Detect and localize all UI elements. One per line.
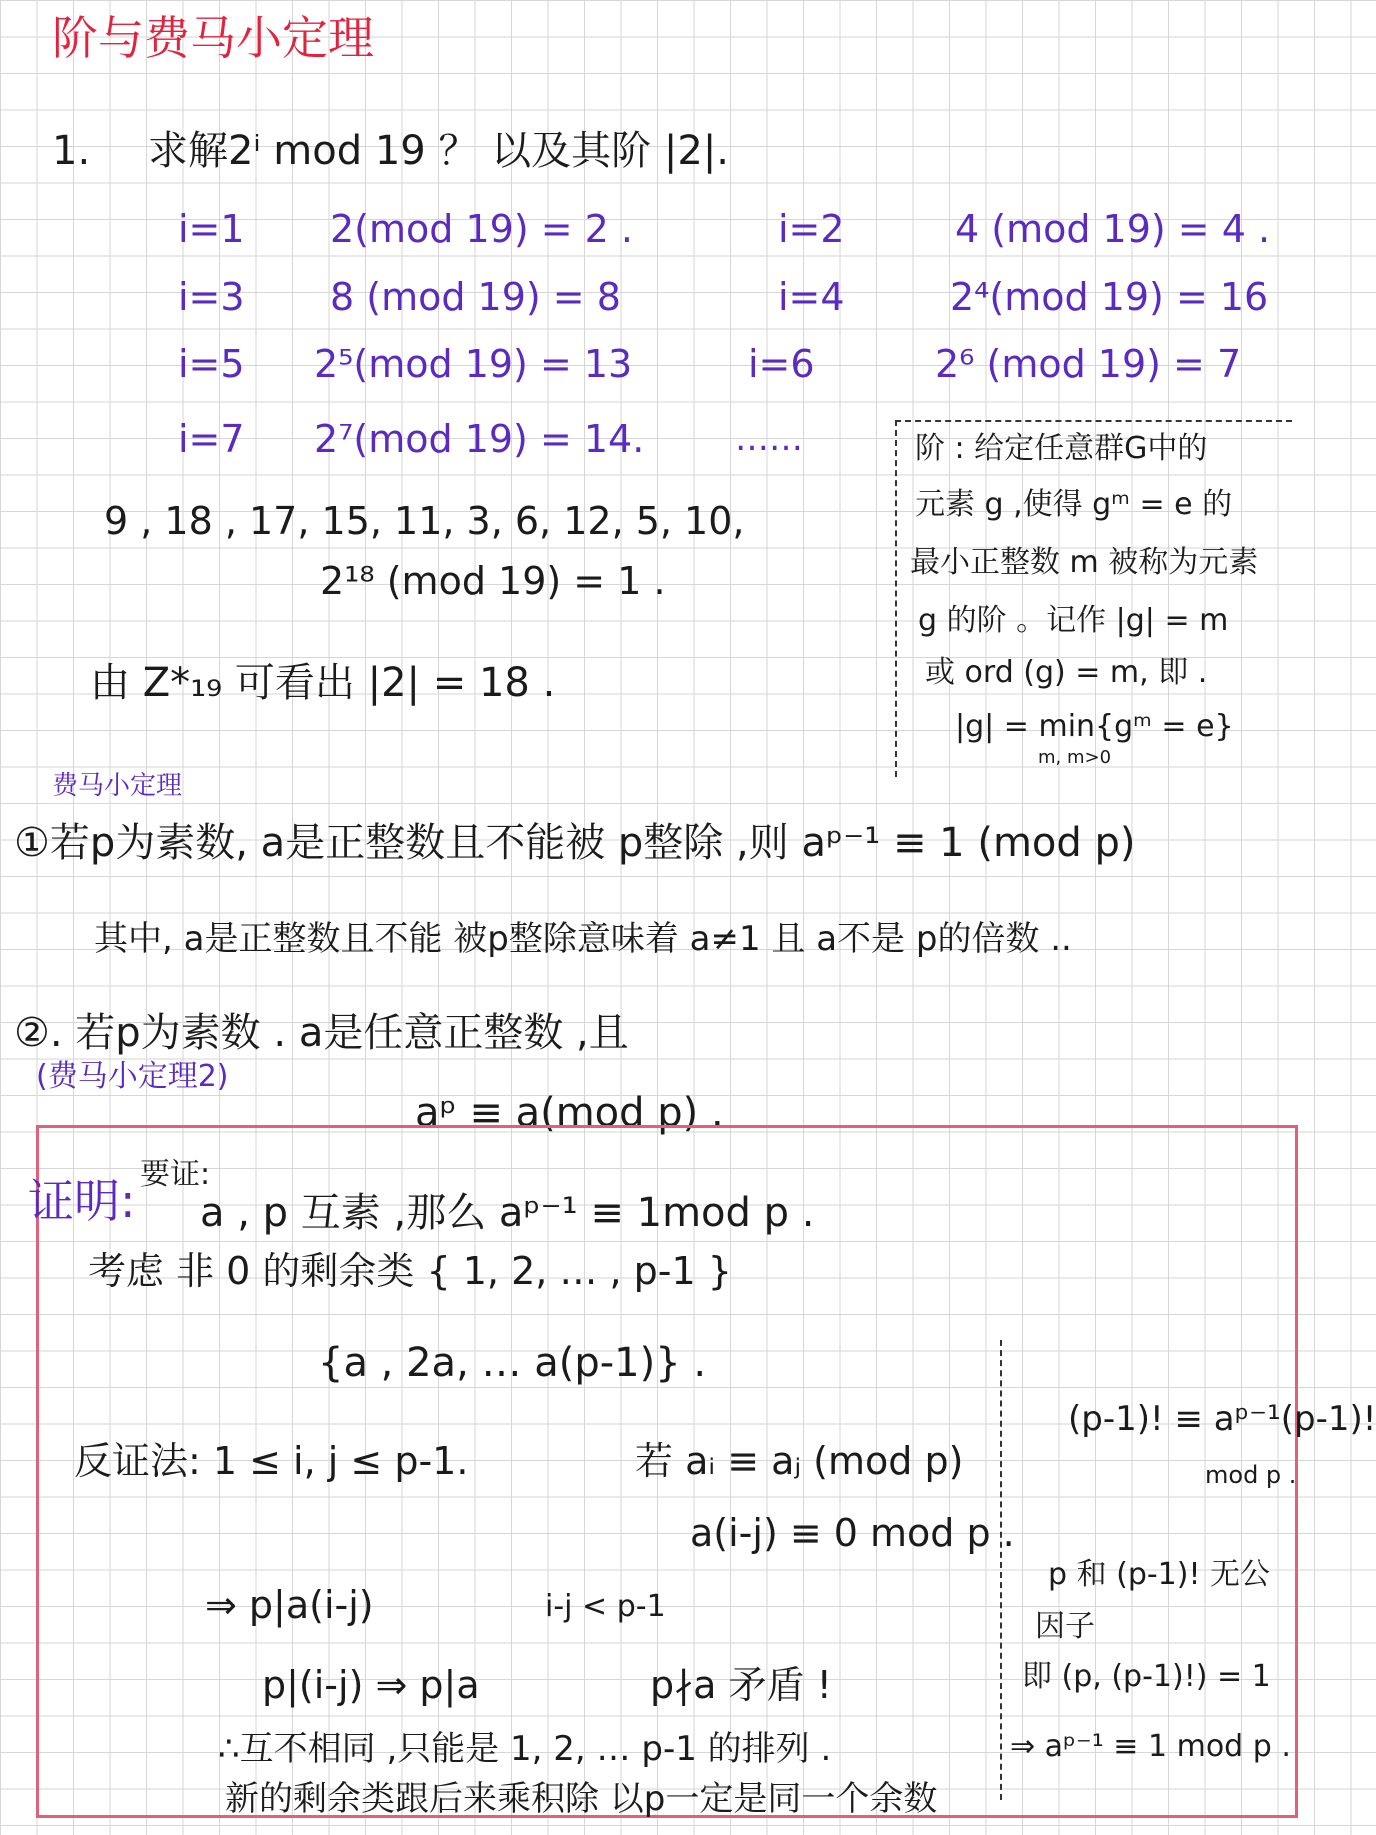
def-sub: m, m>0 <box>1038 747 1112 768</box>
proof-line-4a: 反证法: 1 ≤ i, j ≤ p-1. <box>74 1439 469 1483</box>
calc-expr7: 2⁷(mod 19) = 14. <box>314 417 645 461</box>
proof-line-8: ∴互不相同 ,只能是 1, 2, … p-1 的排列 . <box>218 1729 832 1769</box>
proof-line-3: {a , 2a, … a(p-1)} . <box>318 1340 707 1386</box>
page-title: 阶与费马小定理 <box>52 11 374 65</box>
side-line-1b: mod p . <box>1205 1461 1297 1489</box>
def-line-3: 最小正整数 m 被称为元素 <box>910 545 1259 580</box>
fermat-theorem-1: ①若p为素数, a是正整数且不能被 p整除 ,则 aᵖ⁻¹ ≡ 1 (mod p) <box>14 820 1136 866</box>
proof-label: 证明: <box>28 1174 136 1228</box>
calc-i5: i=5 <box>178 342 245 386</box>
sequence: 9 , 18 , 17, 15, 11, 3, 6, 12, 5, 10, <box>104 499 745 543</box>
conclusion: 由 Z*₁₉ 可看出 |2| = 18 . <box>90 660 556 706</box>
problem-text: 求解2ⁱ mod 19 ？ 以及其阶 |2|. <box>148 128 730 174</box>
fermat-heading: 费马小定理 <box>52 771 183 801</box>
fermat-theorem-2-formula: aᵖ ≡ a(mod p) . <box>415 1090 724 1136</box>
calc-expr4: 2⁴(mod 19) = 16 <box>950 275 1269 319</box>
side-divider <box>1000 1340 1002 1800</box>
proof-line-1: a , p 互素 ,那么 aᵖ⁻¹ ≡ 1mod p . <box>200 1190 815 1236</box>
side-line-2: p 和 (p-1)! 无公 <box>1048 1557 1271 1592</box>
proof-line-7a: p|(i-j) ⇒ p|a <box>262 1663 480 1707</box>
proof-intro: 要证: <box>140 1157 211 1192</box>
calc-i6: i=6 <box>748 342 815 386</box>
calc-expr5: 2⁵(mod 19) = 13 <box>314 342 633 386</box>
calc-i4: i=4 <box>778 275 845 319</box>
side-line-3: 因子 <box>1035 1609 1095 1644</box>
side-line-1: (p-1)! ≡ aᵖ⁻¹(p-1)! <box>1068 1399 1376 1439</box>
calc-expr3: 8 (mod 19) = 8 <box>330 275 621 319</box>
def-line-2: 元素 g ,使得 gᵐ = e 的 <box>915 487 1233 522</box>
proof-line-6a: ⇒ p|a(i-j) <box>205 1583 374 1627</box>
calc-i1: i=1 <box>178 207 245 251</box>
sequence-result: 2¹⁸ (mod 19) = 1 . <box>320 559 666 603</box>
calc-i3: i=3 <box>178 275 245 319</box>
calc-ellipsis: …… <box>735 419 803 459</box>
proof-line-7b: p∤a 矛盾 ! <box>650 1663 832 1707</box>
fermat-theorem-2: ②. 若p为素数 . a是任意正整数 ,且 <box>14 1010 629 1056</box>
proof-line-9: 新的剩余类跟后来乘积除 以p一定是同一个余数 <box>225 1779 938 1819</box>
problem-number: 1. <box>52 128 91 174</box>
proof-line-2: 考虑 非 0 的剩余类 { 1, 2, … , p-1 } <box>88 1249 732 1293</box>
side-line-5: ⇒ aᵖ⁻¹ ≡ 1 mod p . <box>1010 1729 1291 1764</box>
fermat-theorem-1-note: 其中, a是正整数且不能 被p整除意味着 a≠1 且 a不是 p的倍数 .. <box>94 919 1072 959</box>
calc-expr1: 2(mod 19) = 2 . <box>330 207 633 251</box>
def-line-5: 或 ord (g) = m, 即 . <box>925 655 1208 690</box>
calc-i7: i=7 <box>178 417 245 461</box>
fermat-theorem-2-label: (费马小定理2) <box>36 1059 229 1094</box>
calc-expr2: 4 (mod 19) = 4 . <box>955 207 1271 251</box>
def-line-6: |g| = min{gᵐ = e} <box>955 709 1234 744</box>
proof-line-5: a(i-j) ≡ 0 mod p . <box>690 1511 1015 1555</box>
side-line-4: 即 (p, (p-1)!) = 1 <box>1022 1659 1271 1694</box>
calc-expr6: 2⁶ (mod 19) = 7 <box>935 342 1242 386</box>
def-line-1: 阶 : 给定任意群G中的 <box>915 431 1208 466</box>
def-line-4: g 的阶 。记作 |g| = m <box>918 603 1229 638</box>
proof-line-4b: 若 aᵢ ≡ aⱼ (mod p) <box>635 1439 964 1483</box>
calc-i2: i=2 <box>778 207 845 251</box>
proof-line-6b: i-j < p-1 <box>545 1589 666 1624</box>
